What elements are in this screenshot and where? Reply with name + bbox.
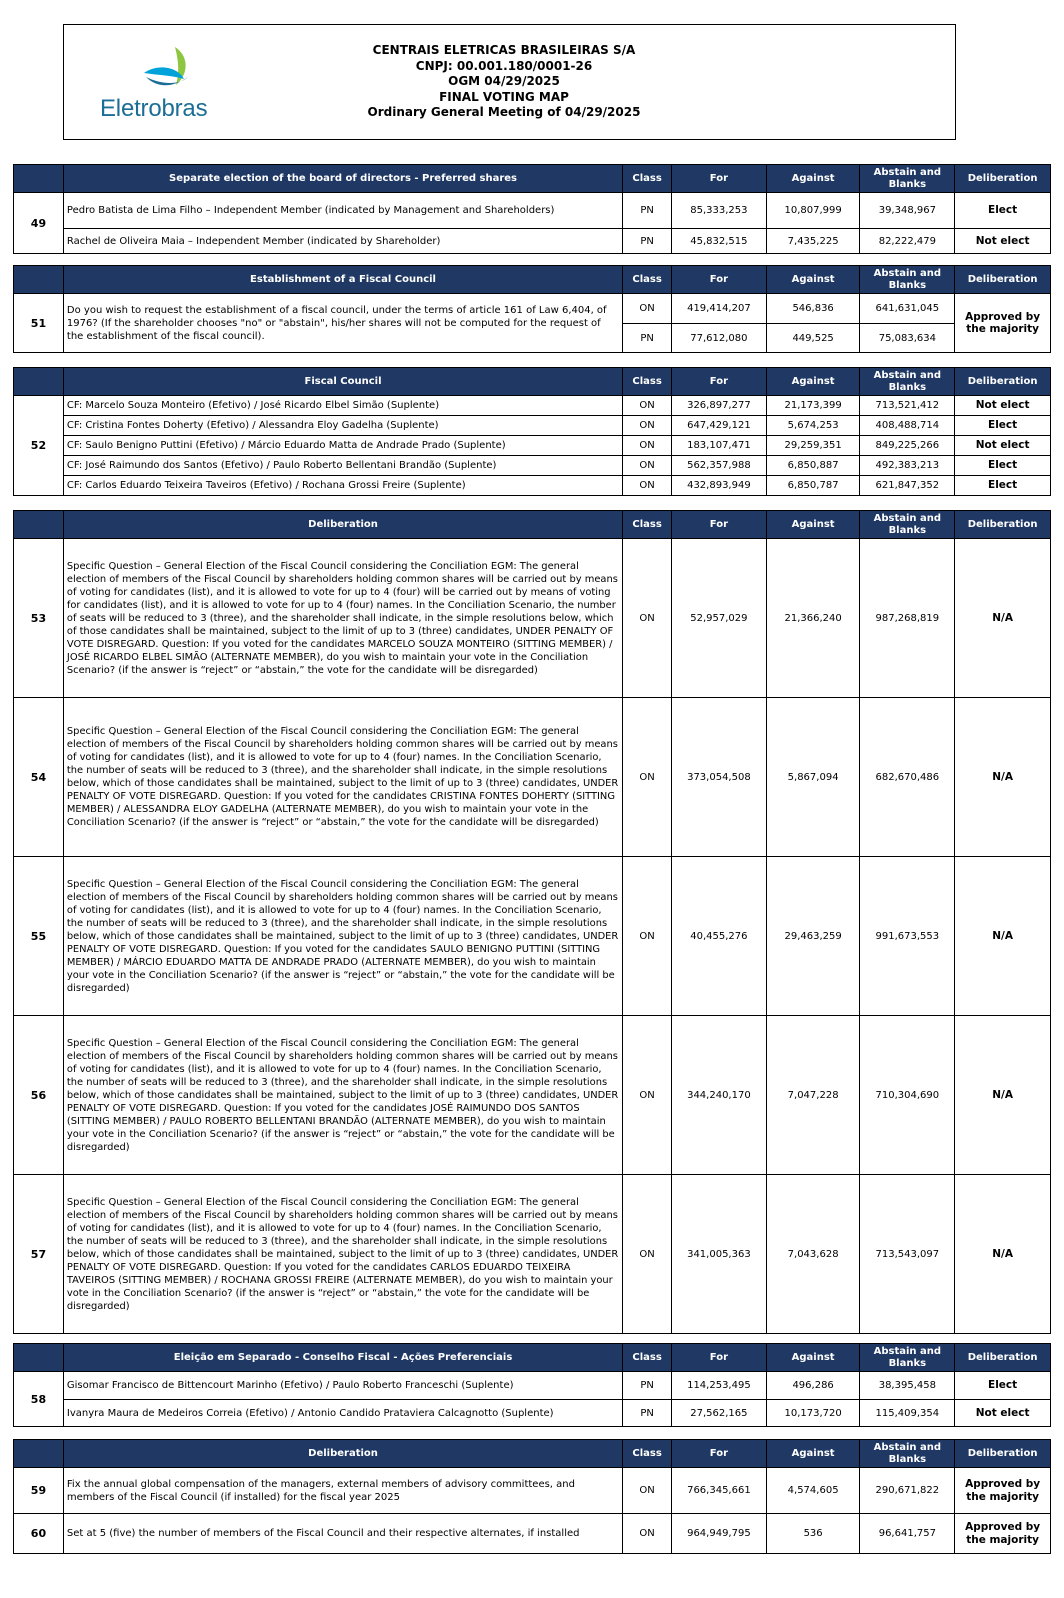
header-empty [14,165,64,193]
row-deliberation: Not elect [955,436,1051,456]
row-deliberation: Not elect [955,396,1051,416]
row-class: ON [623,857,672,1016]
col-abstain: Abstain and Blanks [860,266,955,294]
col-for: For [672,266,767,294]
row-against: 4,574,605 [766,1468,860,1514]
row-class: PN [623,229,672,254]
row-description: Specific Question – General Election of the Fiscal Council considering the Conciliation EGM: The general election of members of the Fiscal Council by shareholders holding common shares will be carried out by means of voting for candidates (list), and it is allowed to vote for up to 4 (four) names. In the Conciliation Scenario, the number of seats will be reduced to 3 (three), and the shareholder shall indicate, in the simple resolutions below, which of those candidates shall be maintained, subject to the limit of up to 3 (three) candidates, UNDER PENALTY OF VOTE DISREGARD. Question: If you voted for the candidates JOSÉ RAIMUNDO DOS SANTOS (SITTING MEMBER) / PAULO ROBERTO BELLENTANI BRANDÃO (ALTERNATE MEMBER), do you wish to maintain your vote in the Conciliation Scenario? (if the answer is “reject” or “abstain,” the vote for the candidate will be disregarded) [63,1016,622,1175]
col-against: Against [766,511,860,539]
row-abstain: 38,395,458 [860,1372,955,1400]
row-deliberation: Approved by the majority [955,1468,1051,1514]
row-for: 77,612,080 [672,324,767,353]
row-for: 114,253,495 [672,1372,767,1400]
section-title: Separate election of the board of directors - Preferred shares [63,165,622,193]
row-for: 432,893,949 [672,476,767,496]
row-deliberation: Approved by the majority [955,294,1051,353]
row-for: 964,949,795 [672,1514,767,1554]
row-description: Specific Question – General Election of the Fiscal Council considering the Conciliation EGM: The general election of members of the Fiscal Council by shareholders holding common shares will be carried out by means of voting for candidates (list), and it is allowed to vote for up to 4 (four) names. In the Conciliation Scenario, the number of seats will be reduced to 3 (three), and the shareholder shall indicate, in the simple resolutions below, which of those candidates shall be maintained, subject to the limit of up to 3 (three) candidates, UNDER PENALTY OF VOTE DISREGARD. Question: If you voted for the candidates SAULO BENIGNO PUTTINI (SITTING MEMBER) / MÁRCIO EDUARDO MATTA DE ANDRADE PRADO (ALTERNATE MEMBER), do you wish to maintain your vote in the Conciliation Scenario? (if the answer is “reject” or “abstain,” the vote for the candidate will be disregarded) [63,857,622,1016]
row-class: ON [623,456,672,476]
row-abstain: 682,670,486 [860,698,955,857]
col-deliberation: Deliberation [955,266,1051,294]
row-description: CF: Marcelo Souza Monteiro (Efetivo) / José Ricardo Elbel Simão (Suplente) [63,396,622,416]
meeting-code: OGM 04/29/2025 [448,74,560,89]
row-for: 45,832,515 [672,229,767,254]
row-against: 449,525 [766,324,860,353]
col-deliberation: Deliberation [955,165,1051,193]
header-empty [14,1344,64,1372]
row-class: ON [623,698,672,857]
row-description: CF: Carlos Eduardo Teixeira Taveiros (Efetivo) / Rochana Grossi Freire (Suplente) [63,476,622,496]
row-against: 10,807,999 [766,193,860,229]
table-board-election-preferred [13,164,1051,254]
table-row [14,476,1051,496]
col-abstain: Abstain and Blanks [860,368,955,396]
table-row [14,698,1051,857]
col-deliberation: Deliberation [955,1440,1051,1468]
row-abstain: 641,631,045 [860,294,955,324]
table-row [14,539,1051,698]
row-class: ON [623,539,672,698]
row-description: Set at 5 (five) the number of members of the Fiscal Council and their respective alternates, if installed [63,1514,622,1554]
row-deliberation: Not elect [955,1400,1051,1427]
row-against: 21,366,240 [766,539,860,698]
col-abstain: Abstain and Blanks [860,511,955,539]
col-against: Against [766,266,860,294]
document-header [63,24,956,140]
eletrobras-logo [100,45,240,125]
row-abstain: 987,268,819 [860,539,955,698]
row-for: 85,333,253 [672,193,767,229]
map-title: FINAL VOTING MAP [439,89,569,104]
section-title: Establishment of a Fiscal Council [63,266,622,294]
row-deliberation: N/A [955,1016,1051,1175]
col-abstain: Abstain and Blanks [860,165,955,193]
row-for: 373,054,508 [672,698,767,857]
row-deliberation: Not elect [955,229,1051,254]
row-against: 7,047,228 [766,1016,860,1175]
row-class: ON [623,396,672,416]
section-title: Fiscal Council [63,368,622,396]
table-row [14,229,1051,254]
row-abstain: 290,671,822 [860,1468,955,1514]
item-number: 55 [14,857,64,1016]
col-abstain: Abstain and Blanks [860,1440,955,1468]
row-for: 562,357,988 [672,456,767,476]
row-abstain: 492,383,213 [860,456,955,476]
header-empty [14,368,64,396]
logo-text: Eletrobras [100,95,208,122]
row-for: 40,455,276 [672,857,767,1016]
col-against: Against [766,1344,860,1372]
item-number: 52 [14,396,64,496]
row-for: 326,897,277 [672,396,767,416]
row-against: 536 [766,1514,860,1554]
row-abstain: 408,488,714 [860,416,955,436]
col-class: Class [623,368,672,396]
row-deliberation: Elect [955,456,1051,476]
row-class: ON [623,1016,672,1175]
col-class: Class [623,1440,672,1468]
col-deliberation: Deliberation [955,1344,1051,1372]
row-abstain: 710,304,690 [860,1016,955,1175]
row-description: Ivanyra Maura de Medeiros Correia (Efetivo) / Antonio Candido Prataviera Calcagnotto (Suplente) [63,1400,622,1427]
row-class: ON [623,1468,672,1514]
row-description: CF: Cristina Fontes Doherty (Efetivo) / Alessandra Eloy Gadelha (Suplente) [63,416,622,436]
table-row [14,436,1051,456]
item-number: 49 [14,193,64,254]
row-abstain: 115,409,354 [860,1400,955,1427]
col-against: Against [766,368,860,396]
row-deliberation: Approved by the majority [955,1514,1051,1554]
table-fiscal-council [13,367,1051,496]
row-for: 647,429,121 [672,416,767,436]
table-separate-election-fiscal-council [13,1343,1051,1427]
row-description: Specific Question – General Election of the Fiscal Council considering the Conciliation EGM: The general election of members of the Fiscal Council by shareholders holding common shares will be carried out by means of voting for candidates (list), and it is allowed to vote for up to 4 (four) names. In the Conciliation Scenario, the number of seats will be reduced to 3 (three), and the shareholder shall indicate, in the simple resolutions below, which of those candidates shall be maintained, subject to the limit of up to 3 (three) candidates, UNDER PENALTY OF VOTE DISREGARD. Question: If you voted for the candidates CARLOS EDUARDO TEIXEIRA TAVEIROS (SITTING MEMBER) / ROCHANA GROSSI FREIRE (ALTERNATE MEMBER), do you wish to maintain your vote in the Conciliation Scenario? (if the answer is “reject” or “abstain,” the vote for the candidate will be disregarded) [63,1175,622,1334]
table-row [14,1372,1051,1400]
row-description: Rachel de Oliveira Maia – Independent Member (indicated by Shareholder) [63,229,622,254]
row-description: Do you wish to request the establishment of a fiscal council, under the terms of article 161 of Law 6,404, of 1976? (If the shareholder chooses "no" or "abstain", his/her shares will not be computed for the request of the establishment of the fiscal council). [63,294,622,353]
row-description: Specific Question – General Election of the Fiscal Council considering the Conciliation EGM: The general election of members of the Fiscal Council by shareholders holding common shares will be carried out by means of voting for candidates (list), and it is allowed to vote for up to 4 (four) will be carried out by means of voting for candidates (list), and it is allowed to vote for up to 4 (four) names. In the Conciliation Scenario, the number of seats will be reduced to 3 (three), and the shareholder shall indicate, in the simple resolutions below, which of those candidates shall be maintained, subject to the limit of up to 3 (three) candidates, UNDER PENALTY OF VOTE DISREGARD. Question: If you voted for the candidates MARCELO SOUZA MONTEIRO (SITTING MEMBER) / JOSÉ RICARDO ELBEL SIMÃO (ALTERNATE MEMBER), do you wish to maintain your vote in the Conciliation Scenario? (if the answer is “reject” or “abstain,” the vote for the candidate will be disregarded) [63,539,622,698]
table-row [14,1175,1051,1334]
row-description: Pedro Batista de Lima Filho – Independent Member (indicated by Management and Shareholders) [63,193,622,229]
row-description: CF: José Raimundo dos Santos (Efetivo) / Paulo Roberto Bellentani Brandão (Suplente) [63,456,622,476]
item-number: 57 [14,1175,64,1334]
row-class: ON [623,476,672,496]
row-abstain: 96,641,757 [860,1514,955,1554]
section-title: Deliberation [63,1440,622,1468]
table-row [14,1514,1051,1554]
row-against: 29,463,259 [766,857,860,1016]
row-against: 7,435,225 [766,229,860,254]
row-abstain: 849,225,266 [860,436,955,456]
item-number: 60 [14,1514,64,1554]
row-deliberation: Elect [955,476,1051,496]
company-name: CENTRAIS ELETRICAS BRASILEIRAS S/A [372,43,636,57]
row-against: 5,867,094 [766,698,860,857]
row-for: 183,107,471 [672,436,767,456]
table-row [14,396,1051,416]
header-empty [14,266,64,294]
row-against: 546,836 [766,294,860,324]
row-against: 29,259,351 [766,436,860,456]
col-against: Against [766,1440,860,1468]
row-abstain: 621,847,352 [860,476,955,496]
col-deliberation: Deliberation [955,368,1051,396]
col-abstain: Abstain and Blanks [860,1344,955,1372]
col-for: For [672,1344,767,1372]
row-class: ON [623,294,672,324]
row-deliberation: Elect [955,1372,1051,1400]
col-class: Class [623,165,672,193]
row-deliberation: N/A [955,857,1051,1016]
row-class: PN [623,1372,672,1400]
row-deliberation: N/A [955,1175,1051,1334]
table-row [14,294,1051,324]
row-against: 10,173,720 [766,1400,860,1427]
table-row [14,456,1051,476]
row-abstain: 39,348,967 [860,193,955,229]
table-row [14,857,1051,1016]
row-deliberation: Elect [955,416,1051,436]
table-deliberation-compensation [13,1439,1051,1554]
row-class: ON [623,1175,672,1334]
col-for: For [672,165,767,193]
row-deliberation: Elect [955,193,1051,229]
table-deliberation-conciliation [13,510,1051,1334]
table-row [14,416,1051,436]
row-deliberation: N/A [955,698,1051,857]
col-for: For [672,511,767,539]
table-row [14,193,1051,229]
row-description: Fix the annual global compensation of the managers, external members of advisory committees, and members of the Fiscal Council (if installed) for the fiscal year 2025 [63,1468,622,1514]
row-class: ON [623,436,672,456]
row-abstain: 75,083,634 [860,324,955,353]
col-against: Against [766,165,860,193]
row-description: Specific Question – General Election of the Fiscal Council considering the Conciliation EGM: The general election of members of the Fiscal Council by shareholders holding common shares will be carried out by means of voting for candidates (list), and it is allowed to vote for up to 4 (four) names. In the Conciliation Scenario, the number of seats will be reduced to 3 (three), and the shareholder shall indicate, in the simple resolutions below, which of those candidates shall be maintained, subject to the limit of up to 3 (three) candidates, UNDER PENALTY OF VOTE DISREGARD. Question: If you voted for the candidates CRISTINA FONTES DOHERTY (SITTING MEMBER) / ALESSANDRA ELOY GADELHA (ALTERNATE MEMBER), do you wish to maintain your vote in the Conciliation Scenario? (if the answer is “reject” or “abstain,” the vote for the candidate will be disregarded) [63,698,622,857]
item-number: 56 [14,1016,64,1175]
row-against: 7,043,628 [766,1175,860,1334]
eletrobras-leaf-icon [100,45,240,95]
row-abstain: 991,673,553 [860,857,955,1016]
row-class: PN [623,324,672,353]
item-number: 59 [14,1468,64,1514]
header-empty [14,1440,64,1468]
row-for: 341,005,363 [672,1175,767,1334]
table-row [14,1016,1051,1175]
col-deliberation: Deliberation [955,511,1051,539]
row-deliberation: N/A [955,539,1051,698]
row-against: 5,674,253 [766,416,860,436]
row-against: 496,286 [766,1372,860,1400]
item-number: 51 [14,294,64,353]
meeting-date: Ordinary General Meeting of 04/29/2025 [367,105,641,120]
row-abstain: 82,222,479 [860,229,955,254]
col-class: Class [623,266,672,294]
col-class: Class [623,1344,672,1372]
table-fiscal-council-establishment [13,265,1051,353]
row-class: PN [623,1400,672,1427]
row-for: 27,562,165 [672,1400,767,1427]
row-for: 344,240,170 [672,1016,767,1175]
header-title-block [294,43,714,121]
row-class: ON [623,1514,672,1554]
row-description: Gisomar Francisco de Bittencourt Marinho (Efetivo) / Paulo Roberto Franceschi (Suplente) [63,1372,622,1400]
row-for: 766,345,661 [672,1468,767,1514]
row-class: PN [623,193,672,229]
row-against: 21,173,399 [766,396,860,416]
row-abstain: 713,521,412 [860,396,955,416]
row-for: 52,957,029 [672,539,767,698]
section-title: Deliberation [63,511,622,539]
row-class: ON [623,416,672,436]
col-for: For [672,1440,767,1468]
row-against: 6,850,887 [766,456,860,476]
col-class: Class [623,511,672,539]
section-title: Eleição em Separado - Conselho Fiscal - Ações Preferenciais [63,1344,622,1372]
table-row [14,1468,1051,1514]
item-number: 53 [14,539,64,698]
item-number: 54 [14,698,64,857]
table-row [14,1400,1051,1427]
row-against: 6,850,787 [766,476,860,496]
row-abstain: 713,543,097 [860,1175,955,1334]
item-number: 58 [14,1372,64,1427]
header-empty [14,511,64,539]
col-for: For [672,368,767,396]
row-description: CF: Saulo Benigno Puttini (Efetivo) / Márcio Eduardo Matta de Andrade Prado (Suplente) [63,436,622,456]
cnpj: CNPJ: 00.001.180/0001-26 [415,58,593,73]
row-for: 419,414,207 [672,294,767,324]
